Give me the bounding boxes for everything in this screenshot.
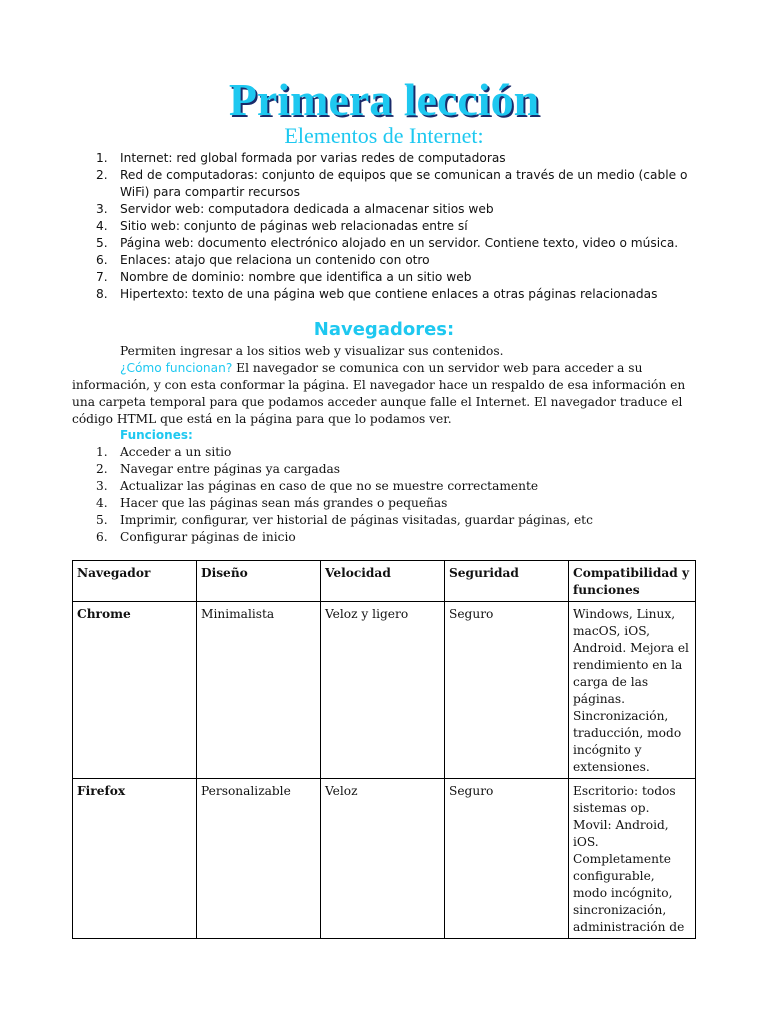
table-cell: Escritorio: todos sistemas op. Movil: Android, iOS. Completamente configurable, modo incógnito, sincronización, administración de (569, 779, 696, 939)
list-number: 5. (96, 513, 108, 527)
table-row (73, 602, 696, 779)
list-number: 4. (96, 219, 108, 233)
list-item (72, 495, 692, 512)
how-text: El navegador se comunica con un servidor web para acceder a su información, y con esta conformar la página. El navegador hace un respaldo de esa información en una carpeta temporal para que podamos acceder aunque falle el Internet. El navegador traduce el código HTML que está en la página para que lo podamos ver. (72, 361, 686, 426)
list-item (72, 218, 692, 235)
table-cell: Personalizable (197, 779, 321, 939)
table-header-cell: Navegador (73, 561, 197, 602)
table-cell: Seguro (445, 602, 569, 779)
list-item (72, 235, 692, 252)
list-item (72, 461, 692, 478)
how-paragraph (72, 360, 696, 428)
table-cell: Veloz (321, 779, 445, 939)
list-text: Hacer que las páginas sean más grandes o pequeñas (120, 496, 448, 510)
list-item (72, 201, 692, 218)
list-number: 3. (96, 479, 108, 493)
list-item (72, 529, 692, 546)
list-number: 5. (96, 236, 108, 250)
list-number: 2. (96, 462, 108, 476)
list-number: 7. (96, 270, 108, 284)
how-label: ¿Cómo funcionan? (120, 361, 233, 375)
table-cell: Windows, Linux, macOS, iOS, Android. Mejora el rendimiento en la carga de las páginas. Sincronización, traducción, modo incógnito y extensiones. (569, 602, 696, 779)
list-text: Configurar páginas de inicio (120, 530, 296, 544)
internet-elements-list (72, 150, 692, 303)
functions-label: Funciones: (120, 428, 193, 442)
list-text: Acceder a un sitio (120, 445, 232, 459)
list-text: Sitio web: conjunto de páginas web relacionadas entre sí (120, 219, 468, 233)
browsers-heading: Navegadores: (313, 319, 455, 340)
section-subtitle: Elementos de Internet: (284, 123, 484, 148)
table-header-row (73, 561, 696, 602)
browsers-comparison-table (72, 560, 696, 939)
list-item (72, 478, 692, 495)
list-number: 1. (96, 151, 108, 165)
list-number: 4. (96, 496, 108, 510)
list-text: Internet: red global formada por varias redes de computadoras (120, 151, 506, 165)
functions-list (72, 444, 692, 546)
list-number: 8. (96, 287, 108, 301)
intro-paragraph: Permiten ingresar a los sitios web y visualizar sus contenidos. (120, 344, 504, 358)
list-text: Enlaces: atajo que relaciona un contenido con otro (120, 253, 430, 267)
table-cell: Veloz y ligero (321, 602, 445, 779)
list-text: Imprimir, configurar, ver historial de páginas visitadas, guardar páginas, etc (120, 513, 593, 527)
list-item (72, 252, 692, 269)
list-text: Servidor web: computadora dedicada a almacenar sitios web (120, 202, 494, 216)
table-header-cell: Velocidad (321, 561, 445, 602)
table-cell: Minimalista (197, 602, 321, 779)
table-header-cell: Seguridad (445, 561, 569, 602)
page-title: Primera lección (228, 74, 540, 125)
list-number: 2. (96, 168, 108, 182)
table-row (73, 779, 696, 939)
list-text: Navegar entre páginas ya cargadas (120, 462, 341, 476)
list-item (72, 512, 692, 529)
list-number: 6. (96, 253, 108, 267)
list-number: 6. (96, 530, 108, 544)
list-text: Red de computadoras: conjunto de equipos que se comunican a través de un medio (cable o WiFi) para compartir recursos (120, 168, 688, 199)
table-cell: Seguro (445, 779, 569, 939)
table-header-cell: Diseño (197, 561, 321, 602)
list-text: Actualizar las páginas en caso de que no se muestre correctamente (120, 479, 539, 493)
list-text: Hipertexto: texto de una página web que contiene enlaces a otras páginas relacionadas (120, 287, 658, 301)
list-item (72, 150, 692, 167)
list-number: 3. (96, 202, 108, 216)
list-number: 1. (96, 445, 108, 459)
table-cell: Firefox (73, 779, 197, 939)
list-text: Página web: documento electrónico alojado en un servidor. Contiene texto, video o música. (120, 236, 679, 250)
list-item (72, 286, 692, 303)
list-item (72, 269, 692, 286)
table-cell: Chrome (73, 602, 197, 779)
list-text: Nombre de dominio: nombre que identifica a un sitio web (120, 270, 472, 284)
list-item (72, 167, 692, 201)
list-item (72, 444, 692, 461)
table-header-cell: Compatibilidad y funciones (569, 561, 696, 602)
